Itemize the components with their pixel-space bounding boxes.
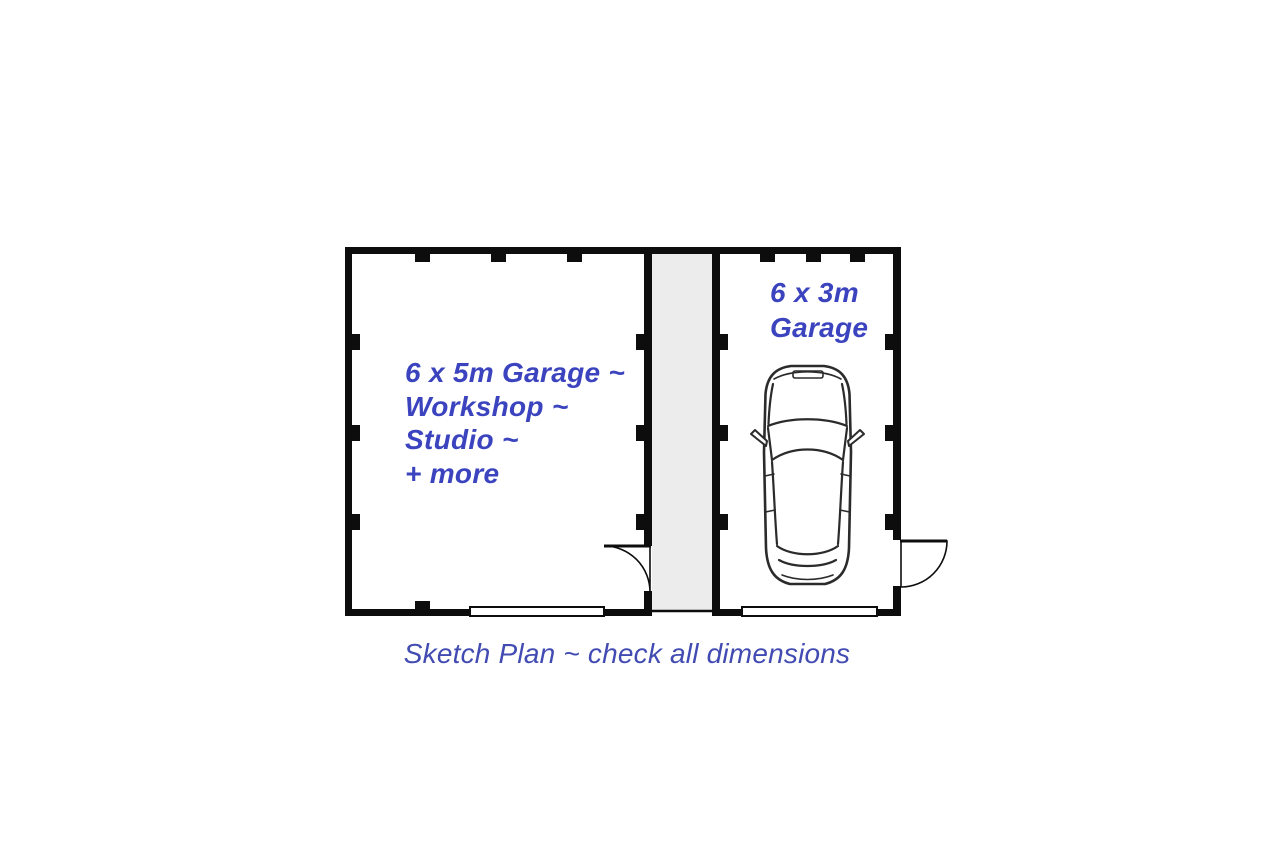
right-garage-door-swing [900,541,947,587]
left-garage-label-line-2: Workshop ~ [405,390,569,422]
left-garage-label-line-3: Studio ~ [405,424,519,456]
left-garage-label-line-1: 6 x 5m Garage ~ [405,357,626,388]
breezeway [650,252,714,611]
left-garage-label-line-4: + more [405,457,500,489]
left-garage-window [470,607,604,616]
right-garage-label-line-1: 6 x 3m [770,277,859,308]
sketch-plan-caption: Sketch Plan ~ check all dimensions [403,638,851,669]
top-wall [345,247,901,254]
left-garage-label [405,356,625,490]
left-garage-door-swing [604,546,651,592]
car-top-view-icon [751,366,864,584]
right-garage-label-line-2: Garage [770,311,869,343]
right-garage-label [770,276,868,345]
right-garage-window [742,607,877,616]
